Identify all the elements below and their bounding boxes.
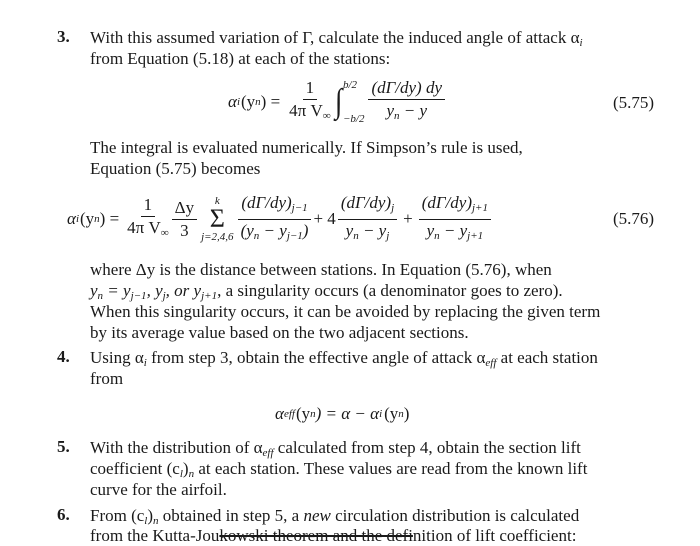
- eq576-coefficient: [124, 195, 171, 243]
- step-6-sub-a: l: [144, 515, 148, 527]
- eq576-t3-num-text: (dΓ/dy): [421, 192, 472, 212]
- eq576-coef-num: 1: [141, 195, 156, 217]
- step-6-text-d: circulation distribution is calculated: [330, 506, 580, 525]
- eqeff-close: ): [403, 404, 410, 423]
- step-5-text-a: With the distribution of α: [90, 438, 263, 457]
- eq575-lower-limit: −b/2: [342, 113, 365, 125]
- eq575-integrand-den-y: y: [386, 101, 394, 120]
- step-6-sub-b: n: [153, 515, 159, 527]
- eq576-t2-den-a: y: [345, 220, 354, 240]
- summation: [201, 195, 233, 243]
- step-6-text-a: From (c: [90, 506, 145, 525]
- eqeff-lhs-arg: (y: [295, 404, 311, 423]
- equation-number-5-75: (5.75): [613, 93, 655, 112]
- eq576-term-2: [338, 193, 397, 246]
- eq575-lhs-arg: (y: [241, 92, 256, 111]
- step-4-text-c: at each station: [496, 348, 598, 367]
- para-2-yn: y: [90, 281, 98, 300]
- para-2-yj1: = y: [103, 281, 131, 300]
- eqeff-arg: (y: [384, 404, 399, 423]
- eq575-coef-den-text: 4π V: [289, 101, 323, 120]
- eq576-t3-den-sub1: n: [434, 229, 440, 242]
- eq575-limits: [343, 79, 364, 125]
- eq576-coef-den-sub: ∞: [160, 227, 169, 239]
- eq576-lhs-arg-sub: n: [94, 213, 100, 225]
- para-2-yj: , y: [146, 281, 163, 300]
- eq576-t1-den-mid: − y: [259, 220, 287, 240]
- step-5-sub-a: eff: [262, 447, 274, 459]
- eq576-t1-den-sub2: j−1: [286, 229, 303, 242]
- eq576-t2-den-mid: − y: [358, 220, 387, 240]
- para-2-yn-sub: n: [97, 290, 104, 302]
- step-4-number: 4.: [57, 347, 70, 366]
- step-4-line-1: [90, 347, 598, 374]
- eq576-lhs-sub: i: [75, 213, 79, 225]
- step-4-text-a: Using α: [90, 348, 144, 367]
- eq575-lhs: α: [228, 92, 237, 111]
- eq576-t1-den-a: (y: [240, 220, 254, 240]
- step-4-sub-a: i: [143, 357, 147, 369]
- step-3-line-2: from Equation (5.18) at each of the stations:: [90, 49, 391, 68]
- eq576-plus: +: [403, 209, 413, 228]
- eq576-t3-den-sub2: j+1: [467, 229, 484, 242]
- eq576-coef-den-text: 4π V: [127, 218, 161, 237]
- eq576-t3-den: [424, 220, 487, 246]
- eq575-integrand-den-sub: n: [393, 110, 400, 122]
- eq575-lhs-close: ) =: [260, 92, 281, 111]
- eq576-t2-num-text: (dΓ/dy): [340, 192, 392, 212]
- sum-symbol: Σ: [209, 204, 225, 233]
- step-5-line-2-b: ): [182, 459, 189, 478]
- eq576-t2-num-sub: j: [391, 201, 395, 214]
- equation-5-75: [228, 76, 445, 128]
- eq576-lhs: α: [67, 209, 76, 228]
- para-2-line-4: by its average value based on the two adjacent sections.: [90, 323, 469, 342]
- eq576-delta-y-fraction: [172, 198, 197, 241]
- eq575-integrand-den: [383, 100, 430, 126]
- step-6-text-c: obtained in step 5, a: [158, 506, 304, 525]
- step-5-line-2-a: coefficient (c: [90, 459, 180, 478]
- eq576-t2-den-sub1: n: [353, 229, 359, 242]
- step-5-number: 5.: [57, 437, 70, 456]
- sum-upper: k: [214, 195, 220, 207]
- eq576-term-1: [238, 193, 312, 246]
- eq575-coefficient: [286, 78, 333, 126]
- step-5-text-b: calculated from step 4, obtain the section lift: [273, 438, 581, 457]
- eqeff-rest: ) = α − α: [315, 404, 380, 423]
- step-3-sub: i: [579, 37, 583, 49]
- eq576-dy-den: 3: [180, 220, 189, 240]
- eqeff-arg-sub: n: [398, 408, 404, 420]
- eq576-coef-den: [124, 217, 171, 243]
- eq576-lhs-close: ) =: [99, 209, 120, 228]
- eq576-term-3: [419, 193, 491, 246]
- sum-lower: j=2,4,6: [201, 231, 234, 243]
- step-6-line-2-a: from the Kutta-Jou: [90, 526, 220, 545]
- eq576-plus-4: + 4: [313, 209, 336, 228]
- eqeff-lhs-sub: eff: [283, 408, 295, 420]
- eq576-t1-num-sub: j−1: [291, 201, 308, 214]
- para-2-line-3: When this singularity occurs, it can be avoided by replacing the given term: [90, 302, 601, 321]
- eq576-t1-num: [238, 193, 310, 220]
- eq575-coef-den-sub: ∞: [322, 110, 331, 122]
- eq575-integrand: [368, 78, 445, 126]
- step-4-text-b: from step 3, obtain the effective angle of attack α: [146, 348, 486, 367]
- step-5-line-3: curve for the airfoil.: [90, 480, 227, 499]
- eq576-t3-den-a: y: [426, 220, 435, 240]
- eq575-coef-den: [286, 100, 333, 126]
- eq575-lhs-arg-sub: n: [255, 96, 261, 108]
- eq576-t1-den: [238, 220, 312, 246]
- step-6-line-2-b: nition of lift coefficient:: [412, 526, 577, 545]
- para-2-yjp1-sub: j+1: [201, 290, 218, 302]
- step-6-number: 6.: [57, 505, 70, 524]
- eq576-t1-num-text: (dΓ/dy): [241, 192, 292, 212]
- eq576-t1-den-sub1: n: [253, 229, 260, 242]
- equation-number-5-76: (5.76): [613, 209, 655, 228]
- eq576-t1-den-close: ): [302, 220, 309, 240]
- para-2-yj1-sub: j−1: [130, 290, 147, 302]
- step-6-new-emphasis: new: [303, 506, 331, 525]
- eq576-t3-num: [419, 193, 491, 220]
- integral-sign: ∫: [334, 83, 343, 120]
- eq576-t2-den-sub2: j: [386, 229, 390, 242]
- para-2-line-1: where Δy is the distance between stations. In Equation (5.76), when: [90, 260, 552, 279]
- para-2-line-2-rest: , a singularity occurs (a denominator goes to zero).: [217, 281, 563, 300]
- eq576-lhs-arg: (y: [80, 209, 95, 228]
- eq575-coef-num: 1: [303, 78, 318, 100]
- eq575-upper-limit: b/2: [342, 79, 358, 91]
- eqeff-rest-sub: i: [379, 408, 383, 420]
- step-5-line-2-sub-b: n: [188, 468, 195, 480]
- para-2-yj-sub: j: [162, 290, 166, 302]
- eq576-dy-num: Δy: [172, 198, 197, 220]
- step-4-sub-b: eff: [485, 357, 497, 369]
- step-3-text: With this assumed variation of Γ, calculate the induced angle of attack α: [90, 28, 580, 47]
- equation-alpha-eff: [275, 402, 409, 426]
- eq576-t3-den-mid: − y: [439, 220, 468, 240]
- equation-5-76: [67, 191, 491, 247]
- eq575-integrand-num: (dΓ/dy) dy: [368, 78, 445, 100]
- eq576-t3-num-sub: j+1: [472, 201, 488, 214]
- para-2-yjp1: , or y: [165, 281, 202, 300]
- step-5-line-2-sub-a: l: [179, 468, 183, 480]
- para-1-line-2: Equation (5.75) becomes: [90, 159, 261, 178]
- eq575-integrand-den-rest: − y: [399, 101, 428, 120]
- eq575-lhs-sub: i: [236, 96, 240, 108]
- eqeff-lhs-arg-sub: n: [310, 408, 316, 420]
- eq576-t2-num: [338, 193, 397, 220]
- eqeff-lhs: α: [275, 404, 284, 423]
- para-1-line-1: The integral is evaluated numerically. If Simpson’s rule is used,: [90, 138, 523, 157]
- step-3-number: 3.: [57, 27, 70, 46]
- step-6-text-b: ): [147, 506, 154, 525]
- eq576-t2-den: [343, 220, 393, 246]
- step-6-struck-text: kowski theorem and the defi: [219, 526, 413, 545]
- step-4-line-2: from: [90, 369, 124, 388]
- step-5-line-2-c: at each station. These values are read from the known lift: [194, 459, 588, 478]
